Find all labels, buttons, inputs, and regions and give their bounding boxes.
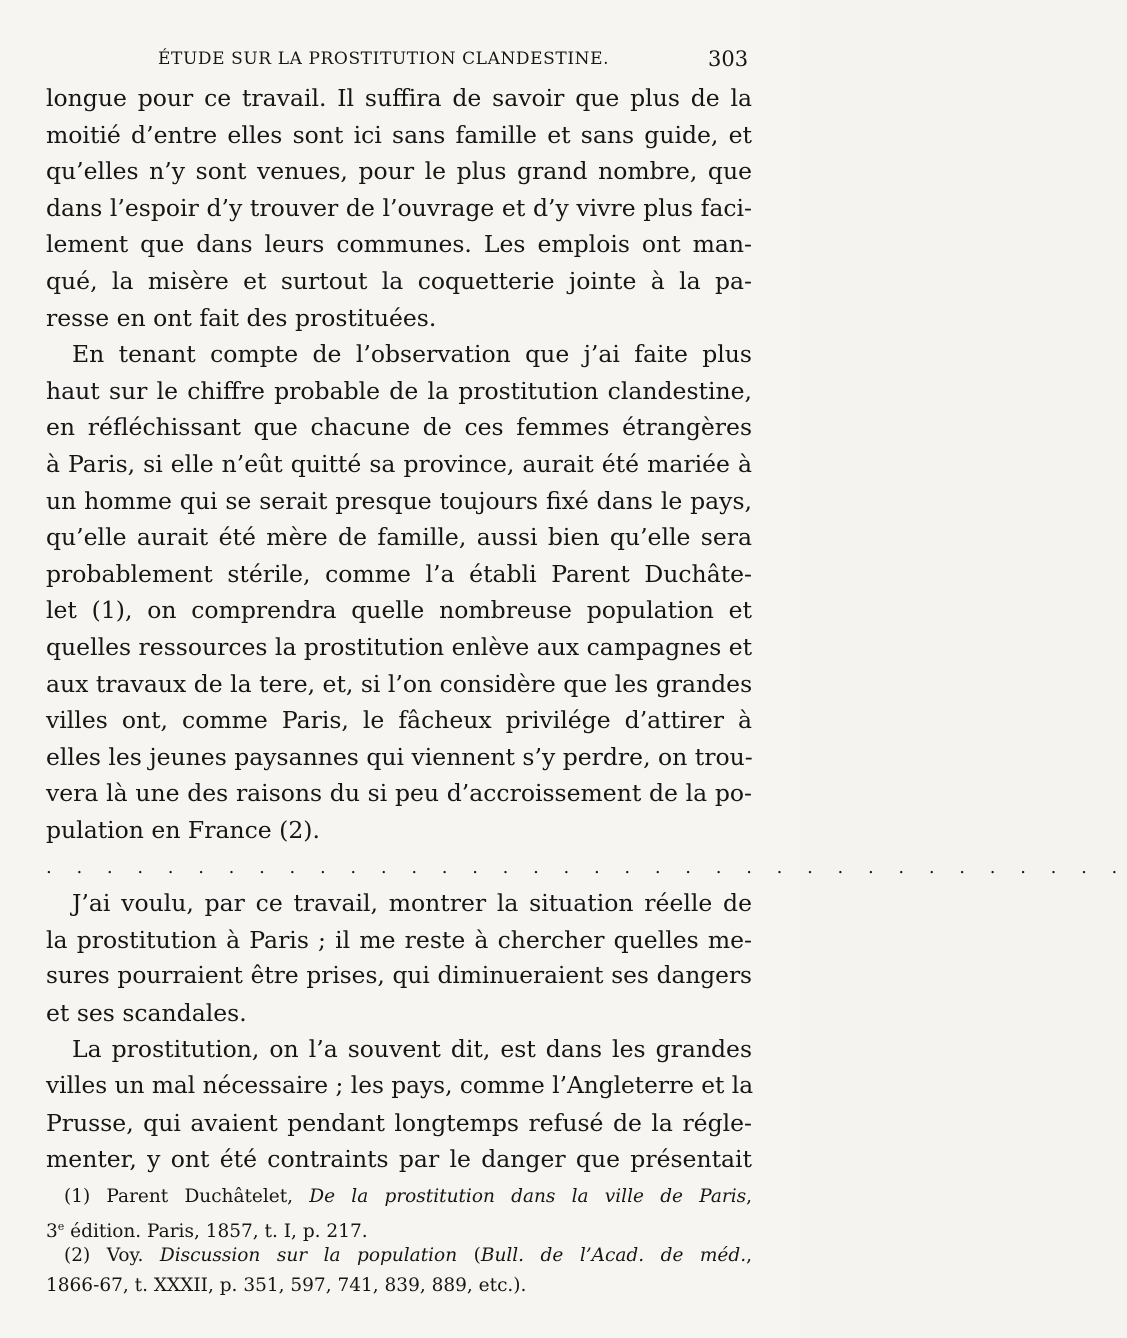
footnote-1-continuation xyxy=(46,1212,752,1242)
body-text xyxy=(46,80,1127,1178)
page-header xyxy=(0,44,800,74)
text-line: en réfléchissant que chacune de ces femmes étrangères xyxy=(46,413,752,442)
text-line: menter, y ont été contraints par le danger que présentait xyxy=(46,1145,752,1174)
text-line: et ses scandales. xyxy=(46,998,247,1027)
text-line: villes un mal nécessaire ; les pays, comme l’Angleterre et la xyxy=(46,1072,754,1100)
footnote-text: ( xyxy=(457,1245,481,1266)
running-title: ÉTUDE SUR LA PROSTITUTION CLANDESTINE. xyxy=(158,49,610,69)
text-line: lement que dans leurs communes. Les emplois ont man- xyxy=(46,230,752,259)
text-line: vera là une des raisons du si peu d’accroissement de la po- xyxy=(46,779,752,808)
text-line: pulation en France (2). xyxy=(46,815,320,844)
text-line: Prusse, qui avaient pendant longtemps refusé de la régle- xyxy=(46,1108,752,1137)
text-line: haut sur le chiffre probable de la prostitution clandestine, xyxy=(46,376,752,405)
paragraph-first-line: La prostitution, on l’a souvent dit, est dans les grandes xyxy=(72,1035,752,1064)
text-line: la prostitution à Paris ; il me reste à chercher quelles me- xyxy=(46,925,752,954)
footnote-title: De la prostitution dans la ville de Paris xyxy=(309,1186,747,1207)
footnote-text: édition. Paris, 1857, t. I, p. 217. xyxy=(64,1220,368,1242)
page-number: 303 xyxy=(708,47,749,71)
text-line: un homme qui se serait presque toujours fixé dans le pays, xyxy=(46,486,752,515)
footnote-2-continuation: 1866-67, t. XXXII, p. 351, 597, 741, 839, 889, etc.). xyxy=(46,1274,527,1296)
footnote-text: , xyxy=(746,1245,752,1266)
paragraph-first-line: En tenant compte de l’observation que j’ai faite plus xyxy=(72,340,752,369)
footnote-title: Discussion sur la population xyxy=(159,1245,458,1266)
footnotes xyxy=(46,1182,752,1300)
text-line: villes ont, comme Paris, le fâcheux privilége d’attirer à xyxy=(46,706,752,735)
text-line: moitié d’entre elles sont ici sans famille et sans guide, et xyxy=(46,120,752,149)
text-line: probablement stérile, comme l’a établi Parent Duchâte- xyxy=(46,559,752,588)
paragraph-first-line: J’ai voulu, par ce travail, montrer la situation réelle de xyxy=(72,889,752,918)
footnote-text: (2) Voy. xyxy=(64,1245,160,1266)
text-line: let (1), on comprendra quelle nombreuse population et xyxy=(46,596,752,625)
footnote-text: 3 xyxy=(46,1220,58,1242)
footnote-1 xyxy=(46,1182,752,1212)
footnote-2 xyxy=(46,1241,752,1271)
text-line: qué, la misère et surtout la coquetterie jointe à la pa- xyxy=(46,266,752,295)
section-break-dots: . . . . . . . . . . . . . . . . . . . . . . . . . . . . . . . . . . . . xyxy=(46,857,1127,879)
footnote-reference: Bull. de l’Acad. de méd. xyxy=(480,1245,747,1266)
text-line: longue pour ce travail. Il suffira de savoir que plus de la xyxy=(46,84,752,112)
text-line: resse en ont fait des prostituées. xyxy=(46,303,437,332)
text-line: qu’elles n’y sont venues, pour le plus grand nombre, que xyxy=(46,157,752,186)
footnote-text: , xyxy=(746,1186,752,1207)
text-line: qu’elle aurait été mère de famille, aussi bien qu’elle sera xyxy=(46,523,752,552)
superscript: e xyxy=(57,1219,65,1233)
text-line: aux travaux de la tere, et, si l’on considère que les grandes xyxy=(46,669,753,698)
text-line: quelles ressources la prostitution enlève aux campagnes et xyxy=(46,632,753,661)
text-line: elles les jeunes paysannes qui viennent s’y perdre, on trou- xyxy=(46,742,753,771)
text-line: dans l’espoir d’y trouver de l’ouvrage et d’y vivre plus faci- xyxy=(46,193,752,222)
text-line: à Paris, si elle n’eût quitté sa province, aurait été mariée à xyxy=(46,449,752,478)
text-line: sures pourraient être prises, qui diminueraient ses dangers xyxy=(46,962,752,990)
footnote-text: (1) Parent Duchâtelet, xyxy=(64,1186,310,1207)
